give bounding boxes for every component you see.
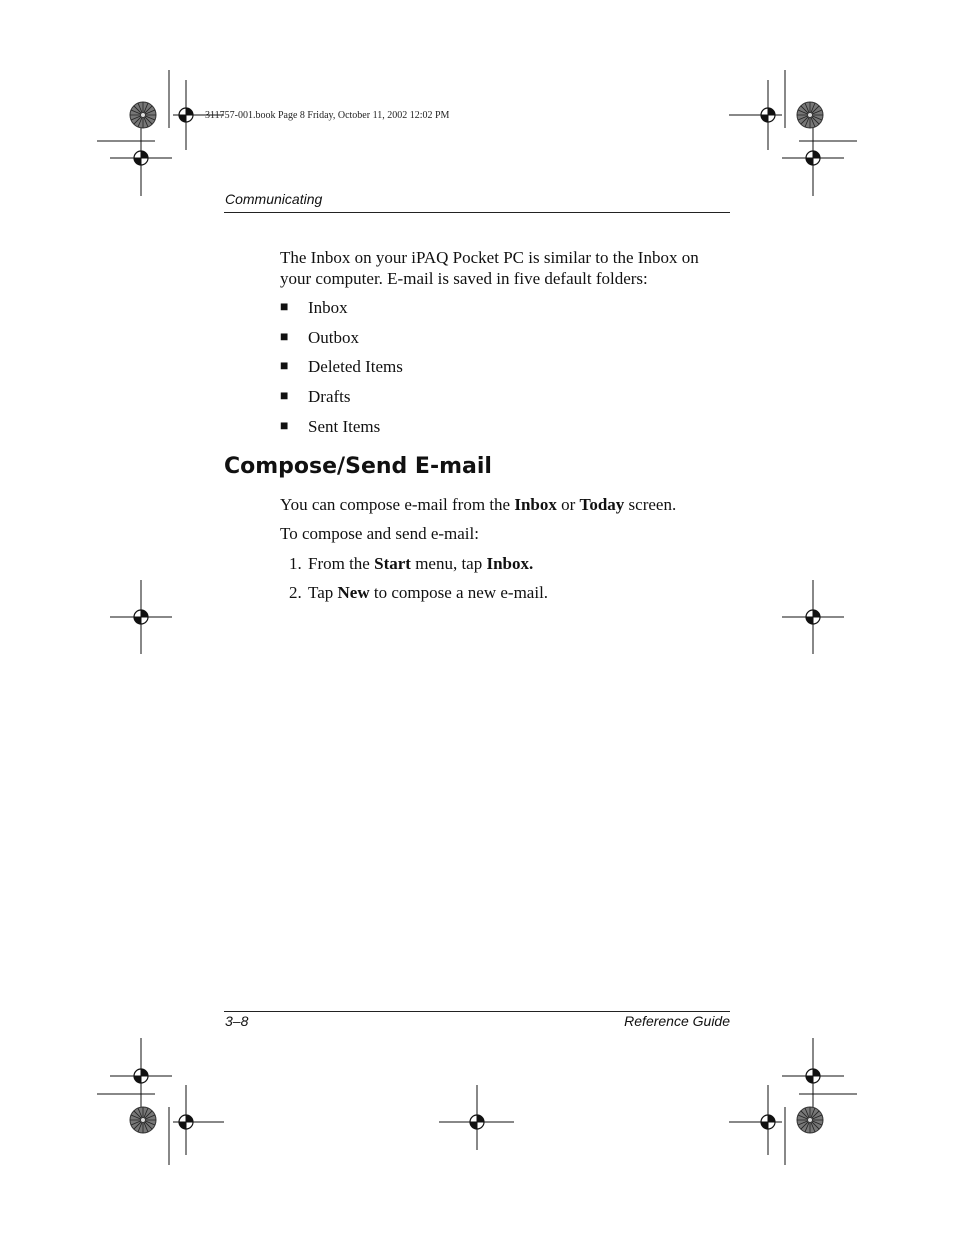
header-rule <box>224 212 730 213</box>
bullet-square-icon: ■ <box>280 330 289 345</box>
step-text: Tap New to compose a new e-mail. <box>308 583 549 602</box>
folder-label: Drafts <box>308 387 351 406</box>
folder-label: Outbox <box>308 328 359 347</box>
print-slug: 311757-001.book Page 8 Friday, October 11, 2002 12:02 PM <box>205 110 450 121</box>
page-number: 3–8 <box>225 1013 249 1029</box>
compose-steps-lead: To compose and send e-mail: <box>280 524 479 543</box>
section-heading: Compose/Send E-mail <box>224 454 492 479</box>
folder-label: Deleted Items <box>308 357 403 376</box>
bullet-square-icon: ■ <box>280 419 289 434</box>
folder-label: Inbox <box>308 298 348 317</box>
intro-line-2: your computer. E-mail is saved in five default folders: <box>280 269 648 288</box>
guide-title: Reference Guide <box>624 1013 730 1029</box>
running-head: Communicating <box>225 191 323 207</box>
step-number: 1. <box>289 554 302 573</box>
bullet-square-icon: ■ <box>280 300 289 315</box>
bullet-square-icon: ■ <box>280 389 289 404</box>
intro-line-1: The Inbox on your iPAQ Pocket PC is similar to the Inbox on <box>280 248 699 267</box>
bullet-square-icon: ■ <box>280 359 289 374</box>
folder-label: Sent Items <box>308 417 381 436</box>
step-number: 2. <box>289 583 302 602</box>
footer-rule <box>224 1011 730 1012</box>
step-text: From the Start menu, tap Inbox. <box>308 554 534 573</box>
compose-intro: You can compose e-mail from the Inbox or Today screen. <box>280 495 677 514</box>
